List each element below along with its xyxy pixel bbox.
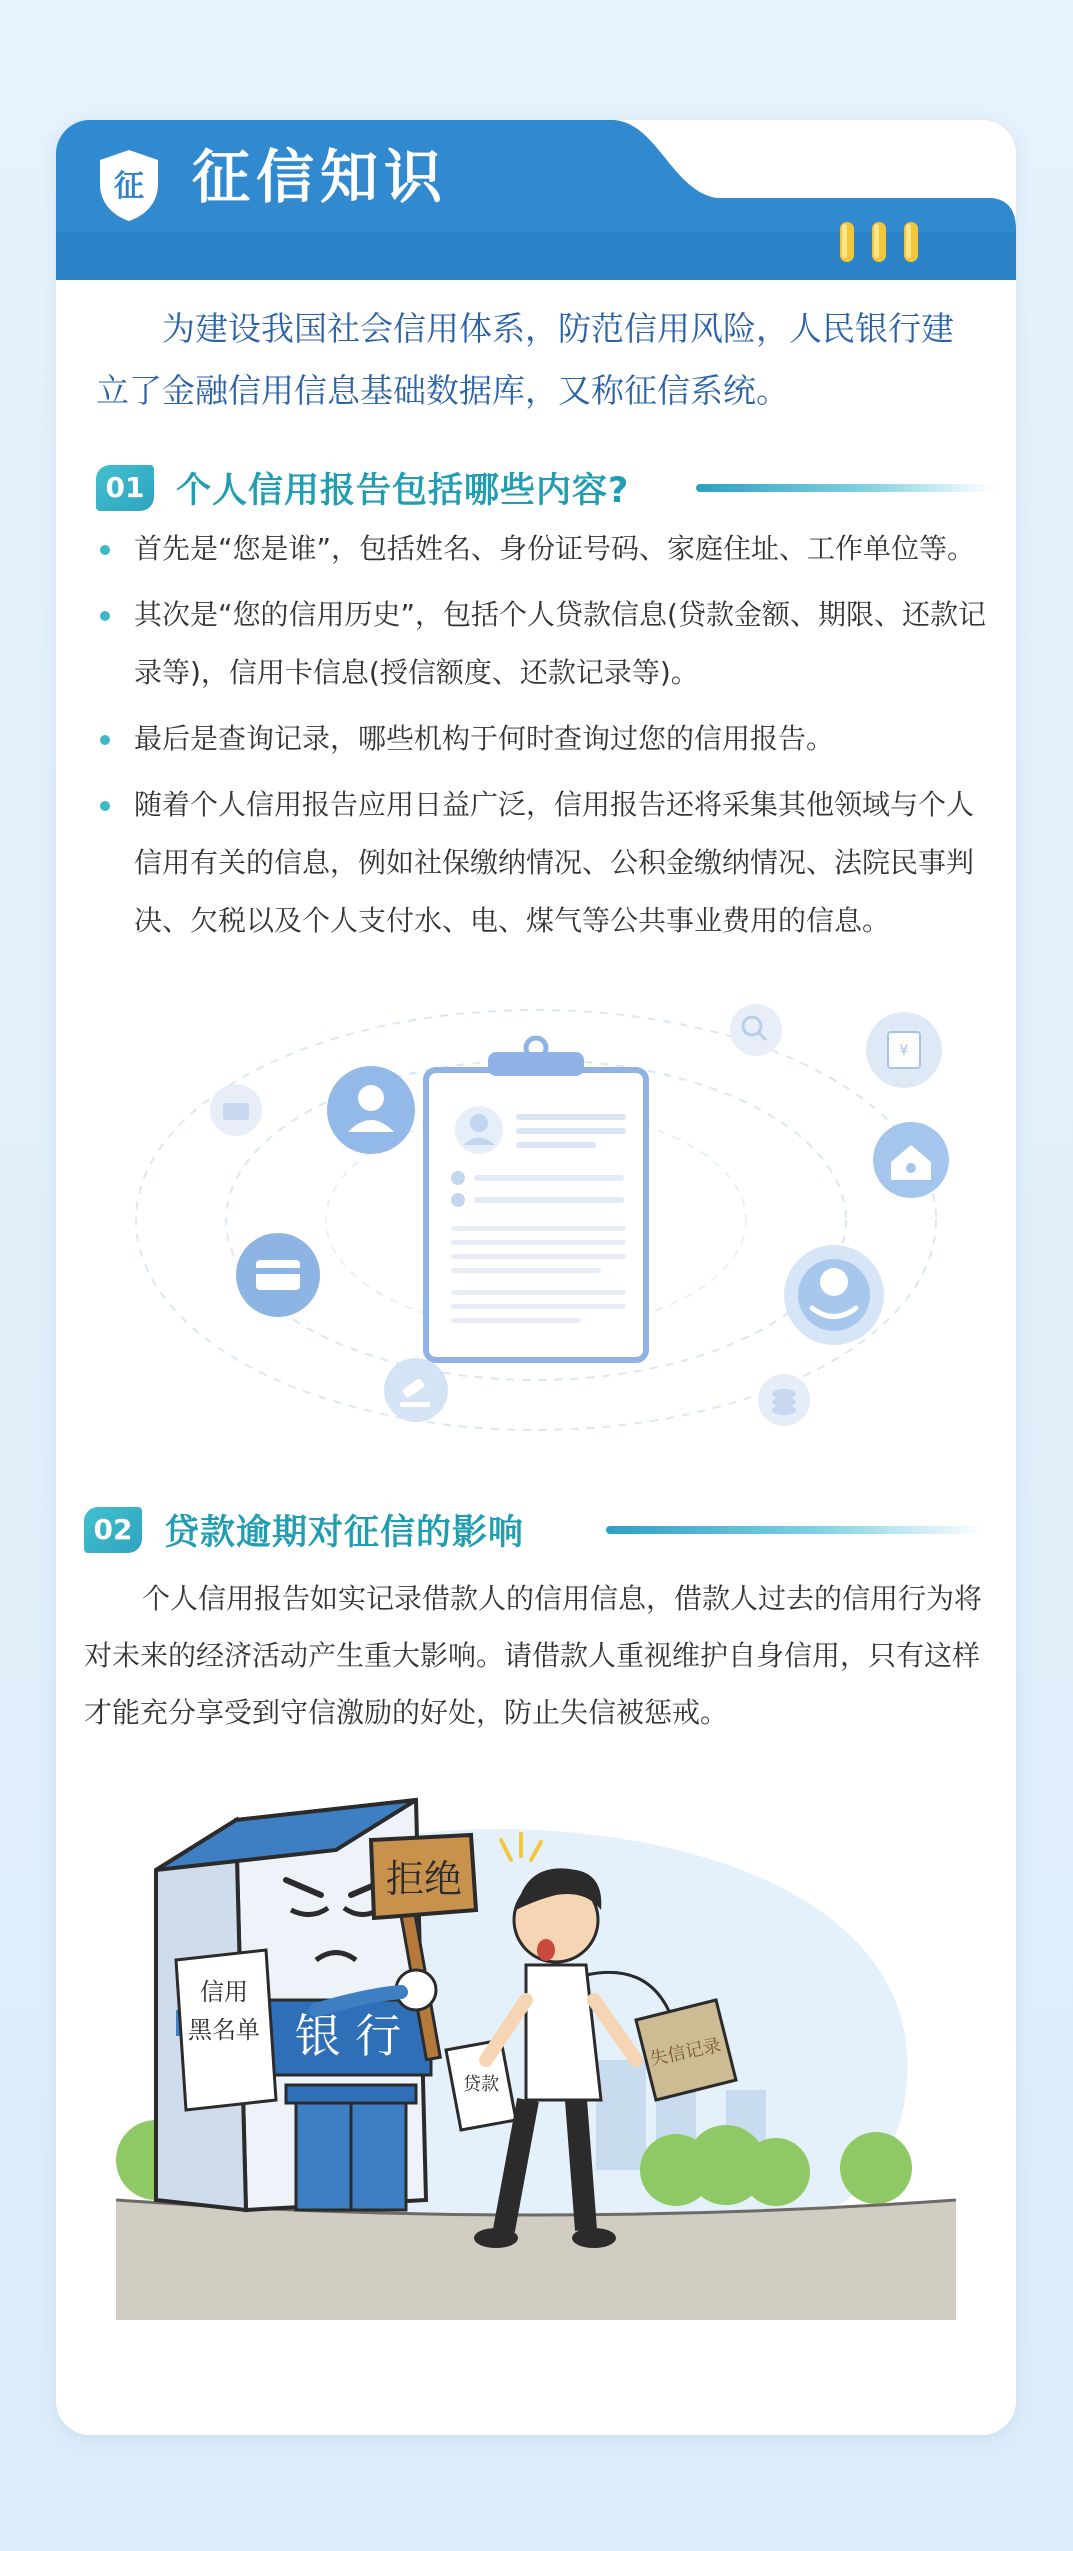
bag-label-text: 失信记录 [648,2034,723,2071]
loan-paper-text: 贷款 [463,2074,499,2095]
credit-report-illustration [116,990,956,1460]
list-item-text: 首先是“您是谁”，包括姓名、身份证号码、家庭住址、工作单位等。 [134,532,976,565]
search-icon [730,1004,782,1056]
svg-text:征: 征 [114,169,144,204]
blacklist-line1-text: 信用 [200,1978,248,2006]
receipt-icon [866,1012,942,1088]
list-item [96,586,986,702]
blacklist-paper [176,1950,276,2110]
gavel-icon [384,1358,448,1422]
section-divider-line [696,484,996,492]
list-item-text: 其次是“您的信用历史”，包括个人贷款信息(贷款金额、期限、还款记录等)，信用卡信息(授信额度、还款记录等)。 [134,598,986,689]
section-01-heading [96,460,629,516]
briefcase-icon [210,1084,262,1136]
svg-text:¥: ¥ [899,1043,909,1059]
list-item-text: 随着个人信用报告应用日益广泛，信用报告还将采集其他领域与个人信用有关的信息，例如社保缴纳情况、公积金缴纳情况、法院民事判决、欠税以及个人支付水、电、煤气等公共事业费用的信息。 [134,788,975,937]
intro-paragraph: 为建设我国社会信用体系，防范信用风险，人民银行建立了金融信用信息基础数据库，又称征信系统。 [96,309,954,410]
content-list [96,520,986,950]
content-card [56,120,1016,2435]
list-item [96,710,986,768]
clipboard-icon [426,1038,646,1360]
refuse-sign-text: 拒绝 [385,1857,463,1901]
binder-rings-icon [834,220,924,272]
section-divider-line [606,1526,986,1534]
home-icon [873,1122,949,1198]
list-item [96,776,986,950]
page-title: 征信知识 [192,143,449,211]
bullet-dot-icon [100,801,110,811]
section-02-paragraph: 个人信用报告如实记录借款人的信用信息，借款人过去的信用行为将对未来的经济活动产生重大影响。请借款人重视维护自身信用，只有这样才能充分享受到守信激励的好处，防止失信被惩戒。 [84,1582,983,1729]
bank-card-icon [236,1233,320,1317]
section-number-badge: 02 [84,1507,142,1553]
shield-icon [94,146,164,224]
bank-refusal-cartoon [116,1760,956,2320]
section-title: 贷款逾期对征信的影响 [164,1513,525,1553]
bank-sign-text: 银 行 [294,2009,402,2063]
hand-coin-icon [784,1245,884,1345]
list-item-text: 最后是查询记录，哪些机构于何时查询过您的信用报告。 [134,722,835,755]
section-02-heading [84,1502,524,1558]
bullet-dot-icon [100,735,110,745]
user-icon [327,1066,415,1154]
bullet-dot-icon [100,611,110,621]
blacklist-line2-text: 黑名单 [188,2016,260,2044]
coins-icon [758,1374,810,1426]
section-title: 个人信用报告包括哪些内容? [176,471,630,511]
list-item [96,520,986,578]
bullet-dot-icon [100,545,110,555]
section-number-badge: 01 [96,465,154,511]
